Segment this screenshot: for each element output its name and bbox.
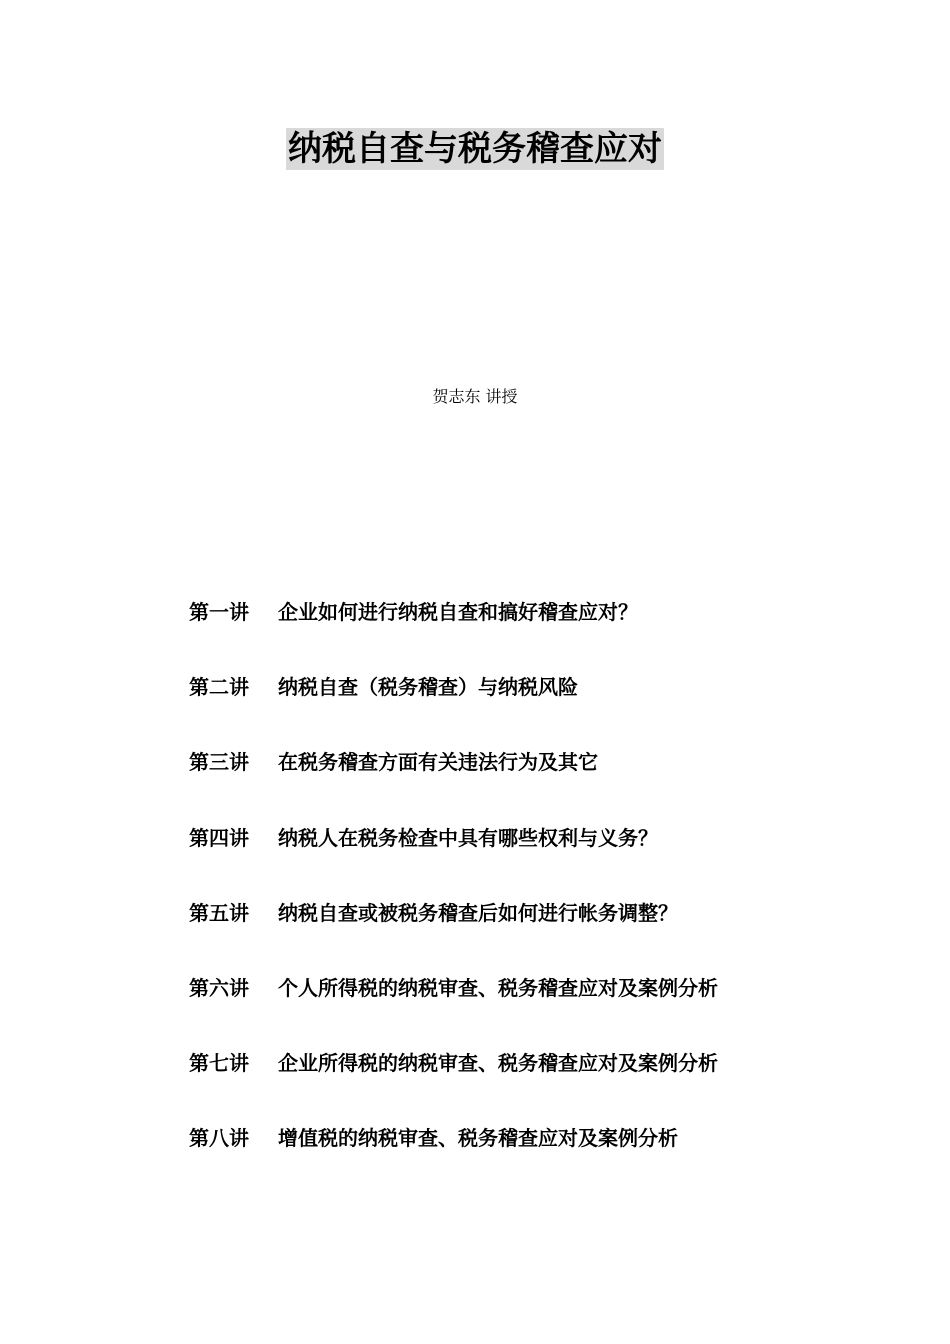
toc-item	[189, 673, 889, 748]
toc-item-number: 第四讲	[189, 825, 249, 850]
toc-item-title: 在税务稽查方面有关违法行为及其它	[278, 750, 598, 775]
toc-item	[189, 748, 889, 823]
toc-item-number: 第二讲	[189, 675, 249, 700]
toc-item-title: 增值税的纳税审查、税务稽查应对及案例分析	[278, 1126, 678, 1151]
toc-item-title: 纳税自查或被税务稽查后如何进行帐务调整？	[278, 900, 678, 925]
toc-item-number: 第五讲	[189, 900, 249, 925]
toc-item-number: 第一讲	[189, 600, 249, 624]
toc-item	[189, 974, 889, 1049]
title-container	[0, 128, 950, 170]
toc-item	[189, 899, 889, 974]
toc-item-title: 个人所得税的纳税审查、税务稽查应对及案例分析	[278, 975, 718, 1000]
toc-item-number: 第六讲	[189, 975, 249, 1000]
toc-item-number: 第三讲	[189, 750, 249, 775]
table-of-contents	[189, 598, 889, 1200]
author-line: 贺志东 讲授	[432, 387, 518, 406]
toc-item-title: 企业如何进行纳税自查和搞好稽查应对？	[278, 600, 638, 624]
toc-item-title: 纳税人在税务检查中具有哪些权利与义务？	[278, 825, 658, 850]
toc-item	[189, 1124, 889, 1199]
toc-item	[189, 1049, 889, 1124]
toc-item-title: 企业所得税的纳税审查、税务稽查应对及案例分析	[278, 1051, 718, 1076]
toc-item-title: 纳税自查（税务稽查）与纳税风险	[278, 675, 578, 700]
toc-item-number: 第八讲	[189, 1126, 249, 1151]
toc-item	[189, 824, 889, 899]
document-title: 纳税自查与税务稽查应对	[288, 129, 662, 169]
toc-item-number: 第七讲	[189, 1051, 249, 1076]
toc-item	[189, 598, 889, 673]
